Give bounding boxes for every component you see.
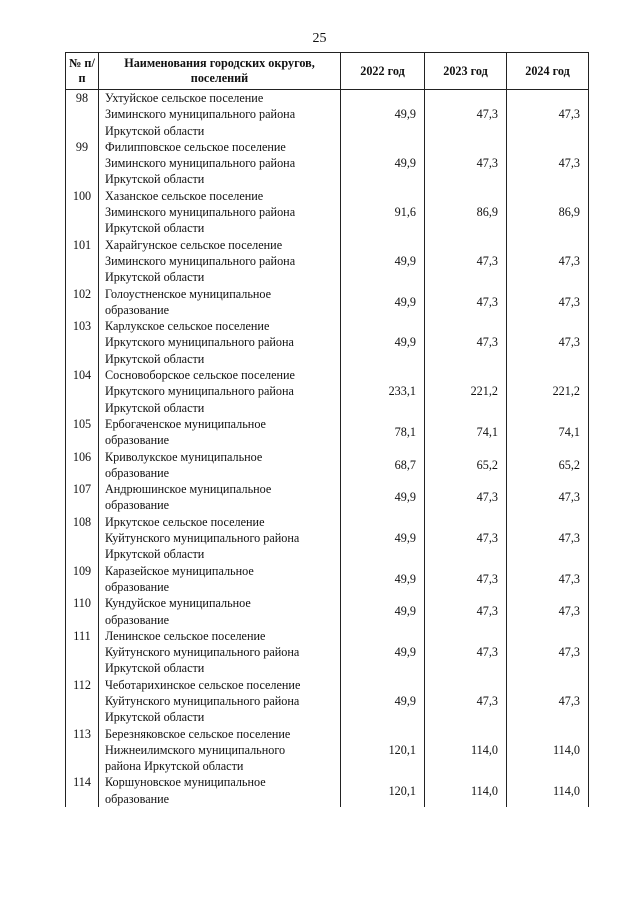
municipality-name-line: Иркутского муниципального района — [105, 335, 294, 350]
value-2022: 49,9 — [341, 318, 425, 367]
municipality-name-line: образование — [105, 498, 170, 513]
value-2023: 114,0 — [425, 774, 507, 807]
municipality-name-line: Криволукское муниципальное — [105, 449, 263, 464]
table-row — [66, 367, 589, 416]
municipality-name-line: образование — [105, 302, 170, 317]
row-number: 103 — [66, 318, 99, 367]
municipality-name-line: Ербогаченское муниципальное — [105, 416, 266, 431]
municipality-name-line: Иркутской области — [105, 270, 205, 285]
value-2024: 114,0 — [507, 774, 589, 807]
municipality-name — [99, 677, 341, 726]
table-row — [66, 139, 589, 188]
value-2022: 49,9 — [341, 514, 425, 563]
municipality-name — [99, 286, 341, 319]
value-2022: 68,7 — [341, 449, 425, 482]
municipality-name — [99, 139, 341, 188]
value-2024: 47,3 — [507, 595, 589, 628]
value-2023: 47,3 — [425, 286, 507, 319]
row-number: 108 — [66, 514, 99, 563]
row-number: 110 — [66, 595, 99, 628]
table-row — [66, 318, 589, 367]
municipality-name-line: Иркутской области — [105, 400, 205, 415]
value-2023: 47,3 — [425, 514, 507, 563]
municipality-name-line: Ухтуйское сельское поселение — [105, 91, 264, 105]
value-2024: 47,3 — [507, 318, 589, 367]
table-row — [66, 514, 589, 563]
value-2023: 47,3 — [425, 628, 507, 677]
header-name: Наименования городских округов, поселений — [99, 53, 341, 90]
value-2022: 49,9 — [341, 481, 425, 514]
value-2023: 47,3 — [425, 90, 507, 139]
value-2023: 221,2 — [425, 367, 507, 416]
value-2024: 47,3 — [507, 237, 589, 286]
row-number: 100 — [66, 188, 99, 237]
value-2022: 49,9 — [341, 90, 425, 139]
value-2022: 49,9 — [341, 237, 425, 286]
municipality-name — [99, 188, 341, 237]
municipality-name — [99, 595, 341, 628]
value-2023: 47,3 — [425, 563, 507, 596]
municipality-name-line: Чеботарихинское сельское поселение — [105, 677, 301, 692]
value-2022: 49,9 — [341, 139, 425, 188]
municipality-name-line: Карлукское сельское поселение — [105, 319, 270, 334]
value-2024: 47,3 — [507, 677, 589, 726]
municipality-name — [99, 563, 341, 596]
table-header-row — [66, 53, 589, 90]
municipality-name-line: Зиминского муниципального района — [105, 107, 296, 122]
municipality-name-line: Иркутской области — [105, 172, 205, 187]
value-2024: 47,3 — [507, 628, 589, 677]
value-2024: 47,3 — [507, 90, 589, 139]
value-2024: 47,3 — [507, 139, 589, 188]
row-number: 98 — [66, 90, 99, 139]
value-2023: 74,1 — [425, 416, 507, 449]
budget-table — [65, 52, 589, 807]
value-2023: 47,3 — [425, 318, 507, 367]
value-2024: 47,3 — [507, 481, 589, 514]
row-number: 109 — [66, 563, 99, 596]
value-2024: 114,0 — [507, 726, 589, 775]
row-number: 106 — [66, 449, 99, 482]
municipality-name-line: Иркутское сельское поселение — [105, 514, 265, 529]
header-num: № п/п — [66, 53, 99, 90]
value-2023: 47,3 — [425, 139, 507, 188]
value-2022: 49,9 — [341, 677, 425, 726]
municipality-name — [99, 481, 341, 514]
municipality-name-line: Харайгунское сельское поселение — [105, 237, 283, 252]
value-2022: 91,6 — [341, 188, 425, 237]
page-number: 25 — [312, 31, 327, 46]
municipality-name-line: Нижнеилимского муниципального — [105, 742, 286, 757]
municipality-name — [99, 90, 341, 139]
municipality-name-line: Куйтунского муниципального района — [105, 645, 300, 660]
value-2023: 65,2 — [425, 449, 507, 482]
value-2022: 120,1 — [341, 774, 425, 807]
municipality-name-line: Коршуновское муниципальное — [105, 775, 266, 790]
municipality-name-line: Хазанское сельское поселение — [105, 188, 264, 203]
row-number: 101 — [66, 237, 99, 286]
municipality-name-line: Каразейское муниципальное — [105, 563, 254, 578]
municipality-name — [99, 318, 341, 367]
value-2023: 47,3 — [425, 481, 507, 514]
municipality-name-line: Филипповское сельское поселение — [105, 139, 286, 154]
row-number: 114 — [66, 774, 99, 807]
header-2022: 2022 год — [341, 53, 425, 90]
row-number: 113 — [66, 726, 99, 775]
row-number: 111 — [66, 628, 99, 677]
municipality-name-line: Зиминского муниципального района — [105, 253, 296, 268]
table-row — [66, 237, 589, 286]
table-row — [66, 188, 589, 237]
municipality-name — [99, 237, 341, 286]
municipality-name-line: Иркутской области — [105, 351, 205, 366]
table-row — [66, 449, 589, 482]
municipality-name-line: Андрюшинское муниципальное — [105, 482, 272, 497]
value-2022: 78,1 — [341, 416, 425, 449]
value-2024: 86,9 — [507, 188, 589, 237]
municipality-name — [99, 416, 341, 449]
value-2023: 86,9 — [425, 188, 507, 237]
municipality-name-line: образование — [105, 465, 170, 480]
header-2023: 2023 год — [425, 53, 507, 90]
municipality-name — [99, 726, 341, 775]
value-2024: 221,2 — [507, 367, 589, 416]
municipality-name-line: Иркутской области — [105, 661, 205, 676]
value-2022: 49,9 — [341, 595, 425, 628]
municipality-name-line: образование — [105, 579, 170, 594]
municipality-name-line: района Иркутской области — [105, 759, 244, 774]
value-2022: 49,9 — [341, 563, 425, 596]
municipality-name-line: Зиминского муниципального района — [105, 156, 296, 171]
municipality-name-line: Иркутской области — [105, 710, 205, 725]
value-2024: 47,3 — [507, 514, 589, 563]
table-row — [66, 416, 589, 449]
municipality-name-line: Куйтунского муниципального района — [105, 693, 300, 708]
municipality-name — [99, 449, 341, 482]
value-2022: 233,1 — [341, 367, 425, 416]
value-2023: 47,3 — [425, 595, 507, 628]
municipality-name-line: Березняковское сельское поселение — [105, 726, 291, 741]
municipality-name-line: Ленинское сельское поселение — [105, 628, 266, 643]
municipality-name-line: Иркутской области — [105, 221, 205, 236]
municipality-name — [99, 367, 341, 416]
table-row — [66, 90, 589, 139]
table-row — [66, 595, 589, 628]
table-body — [66, 90, 589, 808]
municipality-name-line: образование — [105, 791, 170, 806]
municipality-name-line: образование — [105, 433, 170, 448]
municipality-name-line: Иркутского муниципального района — [105, 384, 294, 399]
municipality-name-line: Сосновоборское сельское поселение — [105, 368, 295, 383]
municipality-name-line: Зиминского муниципального района — [105, 205, 296, 220]
value-2022: 49,9 — [341, 286, 425, 319]
municipality-name-line: Голоустненское муниципальное — [105, 286, 272, 301]
municipality-name — [99, 774, 341, 807]
table-row — [66, 286, 589, 319]
municipality-name — [99, 628, 341, 677]
municipality-name-line: Куйтунского муниципального района — [105, 531, 300, 546]
value-2022: 49,9 — [341, 628, 425, 677]
value-2024: 74,1 — [507, 416, 589, 449]
table-row — [66, 481, 589, 514]
table-row — [66, 563, 589, 596]
table-row — [66, 726, 589, 775]
table-row — [66, 628, 589, 677]
row-number: 104 — [66, 367, 99, 416]
value-2023: 47,3 — [425, 677, 507, 726]
value-2022: 120,1 — [341, 726, 425, 775]
row-number: 99 — [66, 139, 99, 188]
municipality-name-line: Кундуйское муниципальное — [105, 596, 251, 611]
row-number: 102 — [66, 286, 99, 319]
value-2023: 47,3 — [425, 237, 507, 286]
municipality-name-line: образование — [105, 612, 170, 627]
value-2023: 114,0 — [425, 726, 507, 775]
value-2024: 47,3 — [507, 286, 589, 319]
row-number: 105 — [66, 416, 99, 449]
header-2024: 2024 год — [507, 53, 589, 90]
table-row — [66, 774, 589, 807]
municipality-name-line: Иркутской области — [105, 547, 205, 562]
row-number: 107 — [66, 481, 99, 514]
row-number: 112 — [66, 677, 99, 726]
value-2024: 65,2 — [507, 449, 589, 482]
municipality-name-line: Иркутской области — [105, 123, 205, 138]
value-2024: 47,3 — [507, 563, 589, 596]
municipality-name — [99, 514, 341, 563]
table-row — [66, 677, 589, 726]
